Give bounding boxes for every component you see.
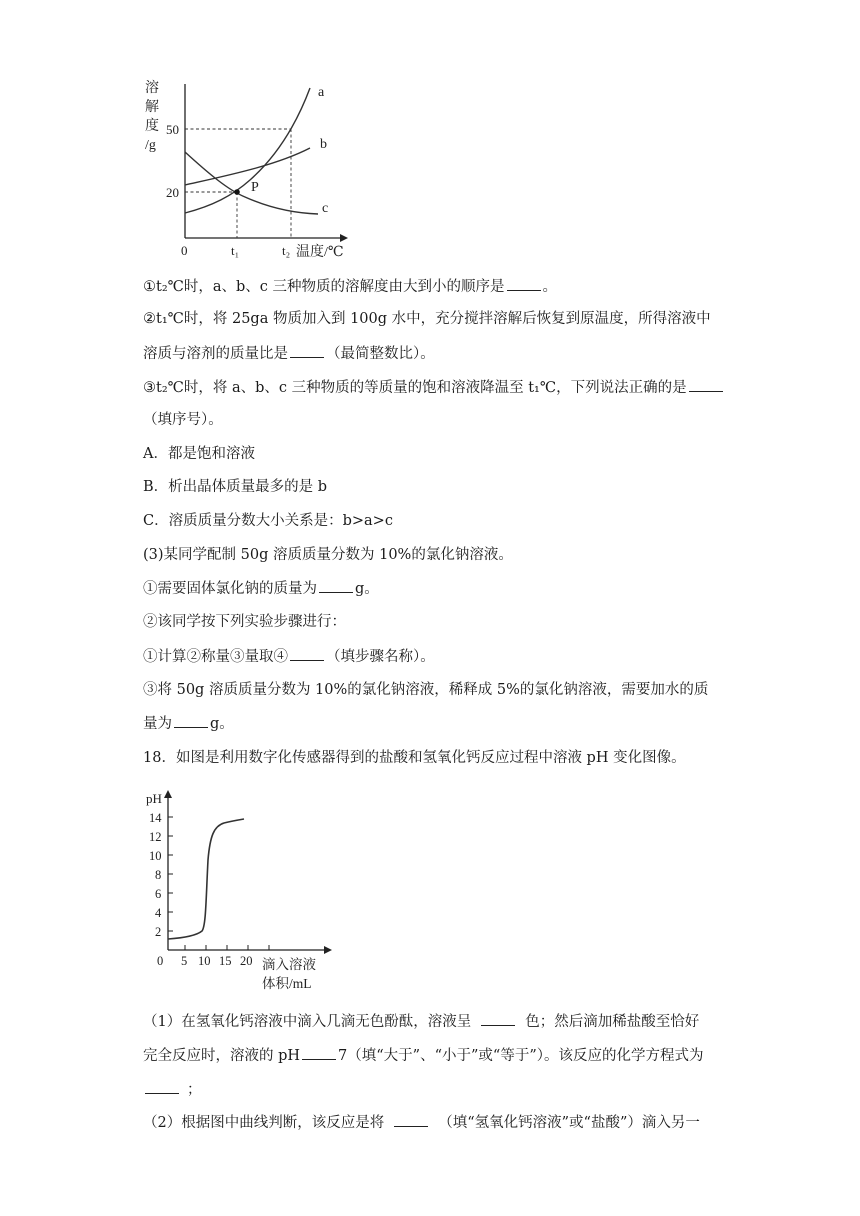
q17-part-3-1: ①需要固体氯化钠的质量为 g。 <box>143 578 379 599</box>
x-axis-label-line1: 滴入溶液 <box>262 957 316 972</box>
q18-subquestion-1-line3: ； <box>143 1079 202 1100</box>
curve-label-b: b <box>320 137 327 152</box>
q17-part-3-2: ②该同学按下列实验步骤进行： <box>143 614 346 630</box>
y-axis-label-char: 度 <box>145 119 159 134</box>
y-axis-label: pH <box>146 791 162 806</box>
q17-subquestion-3-line2: （填序号）。 <box>143 412 223 428</box>
curve-label-c: c <box>322 201 329 216</box>
answer-blank[interactable] <box>145 1079 179 1094</box>
option-a: A．都是饱和溶液 <box>143 446 255 462</box>
x-tick-label: 15 <box>219 954 232 968</box>
y-axis-label-char: 解 <box>145 100 159 115</box>
x-ticks <box>157 945 269 968</box>
x-tick-0: 0 <box>181 243 188 258</box>
y-tick-label: 2 <box>155 925 162 939</box>
q18-subquestion-1-line2: 完全反应时，溶液的 pH 7（填“大于”、“小于”或“等于”）。该反应的化学方程式为 <box>143 1045 704 1066</box>
x-tick-label: 0 <box>157 954 164 968</box>
ph-chart <box>140 788 350 998</box>
q17-subquestion-3-line1: ③t₂℃时，将 a、b、c 三种物质的等质量的饱和溶液降温至 t₁℃，下列说法正确的是 <box>143 377 725 398</box>
y-tick-label: 4 <box>155 906 162 920</box>
q18-subquestion-1-line1: （1）在氢氧化钙溶液中滴入几滴无色酚酞，溶液呈 色；然后滴加稀盐酸至恰好 <box>143 1011 699 1032</box>
answer-blank[interactable] <box>394 1112 428 1127</box>
q17-subquestion-2-line1: ②t₁℃时，将 25ga 物质加入到 100g 水中，充分搅拌溶解后恢复到原温度，所得溶液中 <box>143 311 711 327</box>
q17-part-3-steps: ①计算②称量③量取④ （填步骤名称）。 <box>143 646 435 667</box>
x-axis-arrow <box>340 234 348 242</box>
y-tick-label: 12 <box>149 830 162 844</box>
x-axis-label-line2: 体积/mL <box>262 976 312 991</box>
x-tick-t1: t₁ <box>231 243 240 258</box>
y-tick-50: 50 <box>166 122 179 137</box>
x-axis-label: 温度/℃ <box>296 245 344 260</box>
y-axis-label-char: 溶 <box>145 81 159 96</box>
answer-blank[interactable] <box>290 343 324 358</box>
q17-subquestion-1: ①t₂℃时，a、b、c 三种物质的溶解度由大到小的顺序是 。 <box>143 276 557 297</box>
q17-part-3-3-line1: ③将 50g 溶质质量分数为 10%的氯化钠溶液，稀释成 5%的氯化钠溶液，需要加水的质 <box>143 682 709 698</box>
curve-label-a: a <box>318 85 325 100</box>
x-tick-t2: t₂ <box>282 243 291 258</box>
curve-a <box>185 88 310 213</box>
x-tick-label: 10 <box>198 954 211 968</box>
q18-stem: 18．如图是利用数字化传感器得到的盐酸和氢氧化钙反应过程中溶液 pH 变化图像。 <box>143 750 686 766</box>
q18-subquestion-2: （2）根据图中曲线判断，该反应是将 （填“氢氧化钙溶液”或“盐酸”）滴入另一 <box>143 1112 700 1133</box>
y-ticks <box>149 811 173 939</box>
answer-blank[interactable] <box>174 713 208 728</box>
y-axis-arrow <box>164 790 172 798</box>
x-axis-arrow <box>324 946 332 954</box>
y-tick-label: 14 <box>149 811 162 825</box>
q17-part-3: (3)某同学配制 50g 溶质质量分数为 10%的氯化钠溶液。 <box>143 547 513 563</box>
answer-blank[interactable] <box>507 276 541 291</box>
answer-blank[interactable] <box>302 1045 336 1060</box>
option-c: C．溶质质量分数大小关系是：b>a>c <box>143 513 393 529</box>
y-tick-label: 6 <box>155 887 162 901</box>
y-tick-label: 8 <box>155 868 162 882</box>
answer-blank[interactable] <box>290 646 324 661</box>
ph-curve <box>168 819 244 939</box>
answer-blank[interactable] <box>319 578 353 593</box>
solubility-chart <box>140 78 360 268</box>
point-label: P <box>251 180 259 195</box>
q17-part-3-3-line2: 量为 g。 <box>143 713 234 734</box>
answer-blank[interactable] <box>689 377 723 392</box>
answer-blank[interactable] <box>481 1011 515 1026</box>
y-axis-label-char: /g <box>145 138 156 153</box>
y-tick-20: 20 <box>166 185 179 200</box>
q17-subquestion-2-line2: 溶质与溶剂的质量比是 （最简整数比）。 <box>143 343 435 364</box>
x-tick-label: 20 <box>240 954 253 968</box>
y-tick-label: 10 <box>149 849 162 863</box>
option-b: B．析出晶体质量最多的是 b <box>143 479 328 495</box>
x-tick-label: 5 <box>181 954 188 968</box>
intersection-point <box>234 189 240 195</box>
